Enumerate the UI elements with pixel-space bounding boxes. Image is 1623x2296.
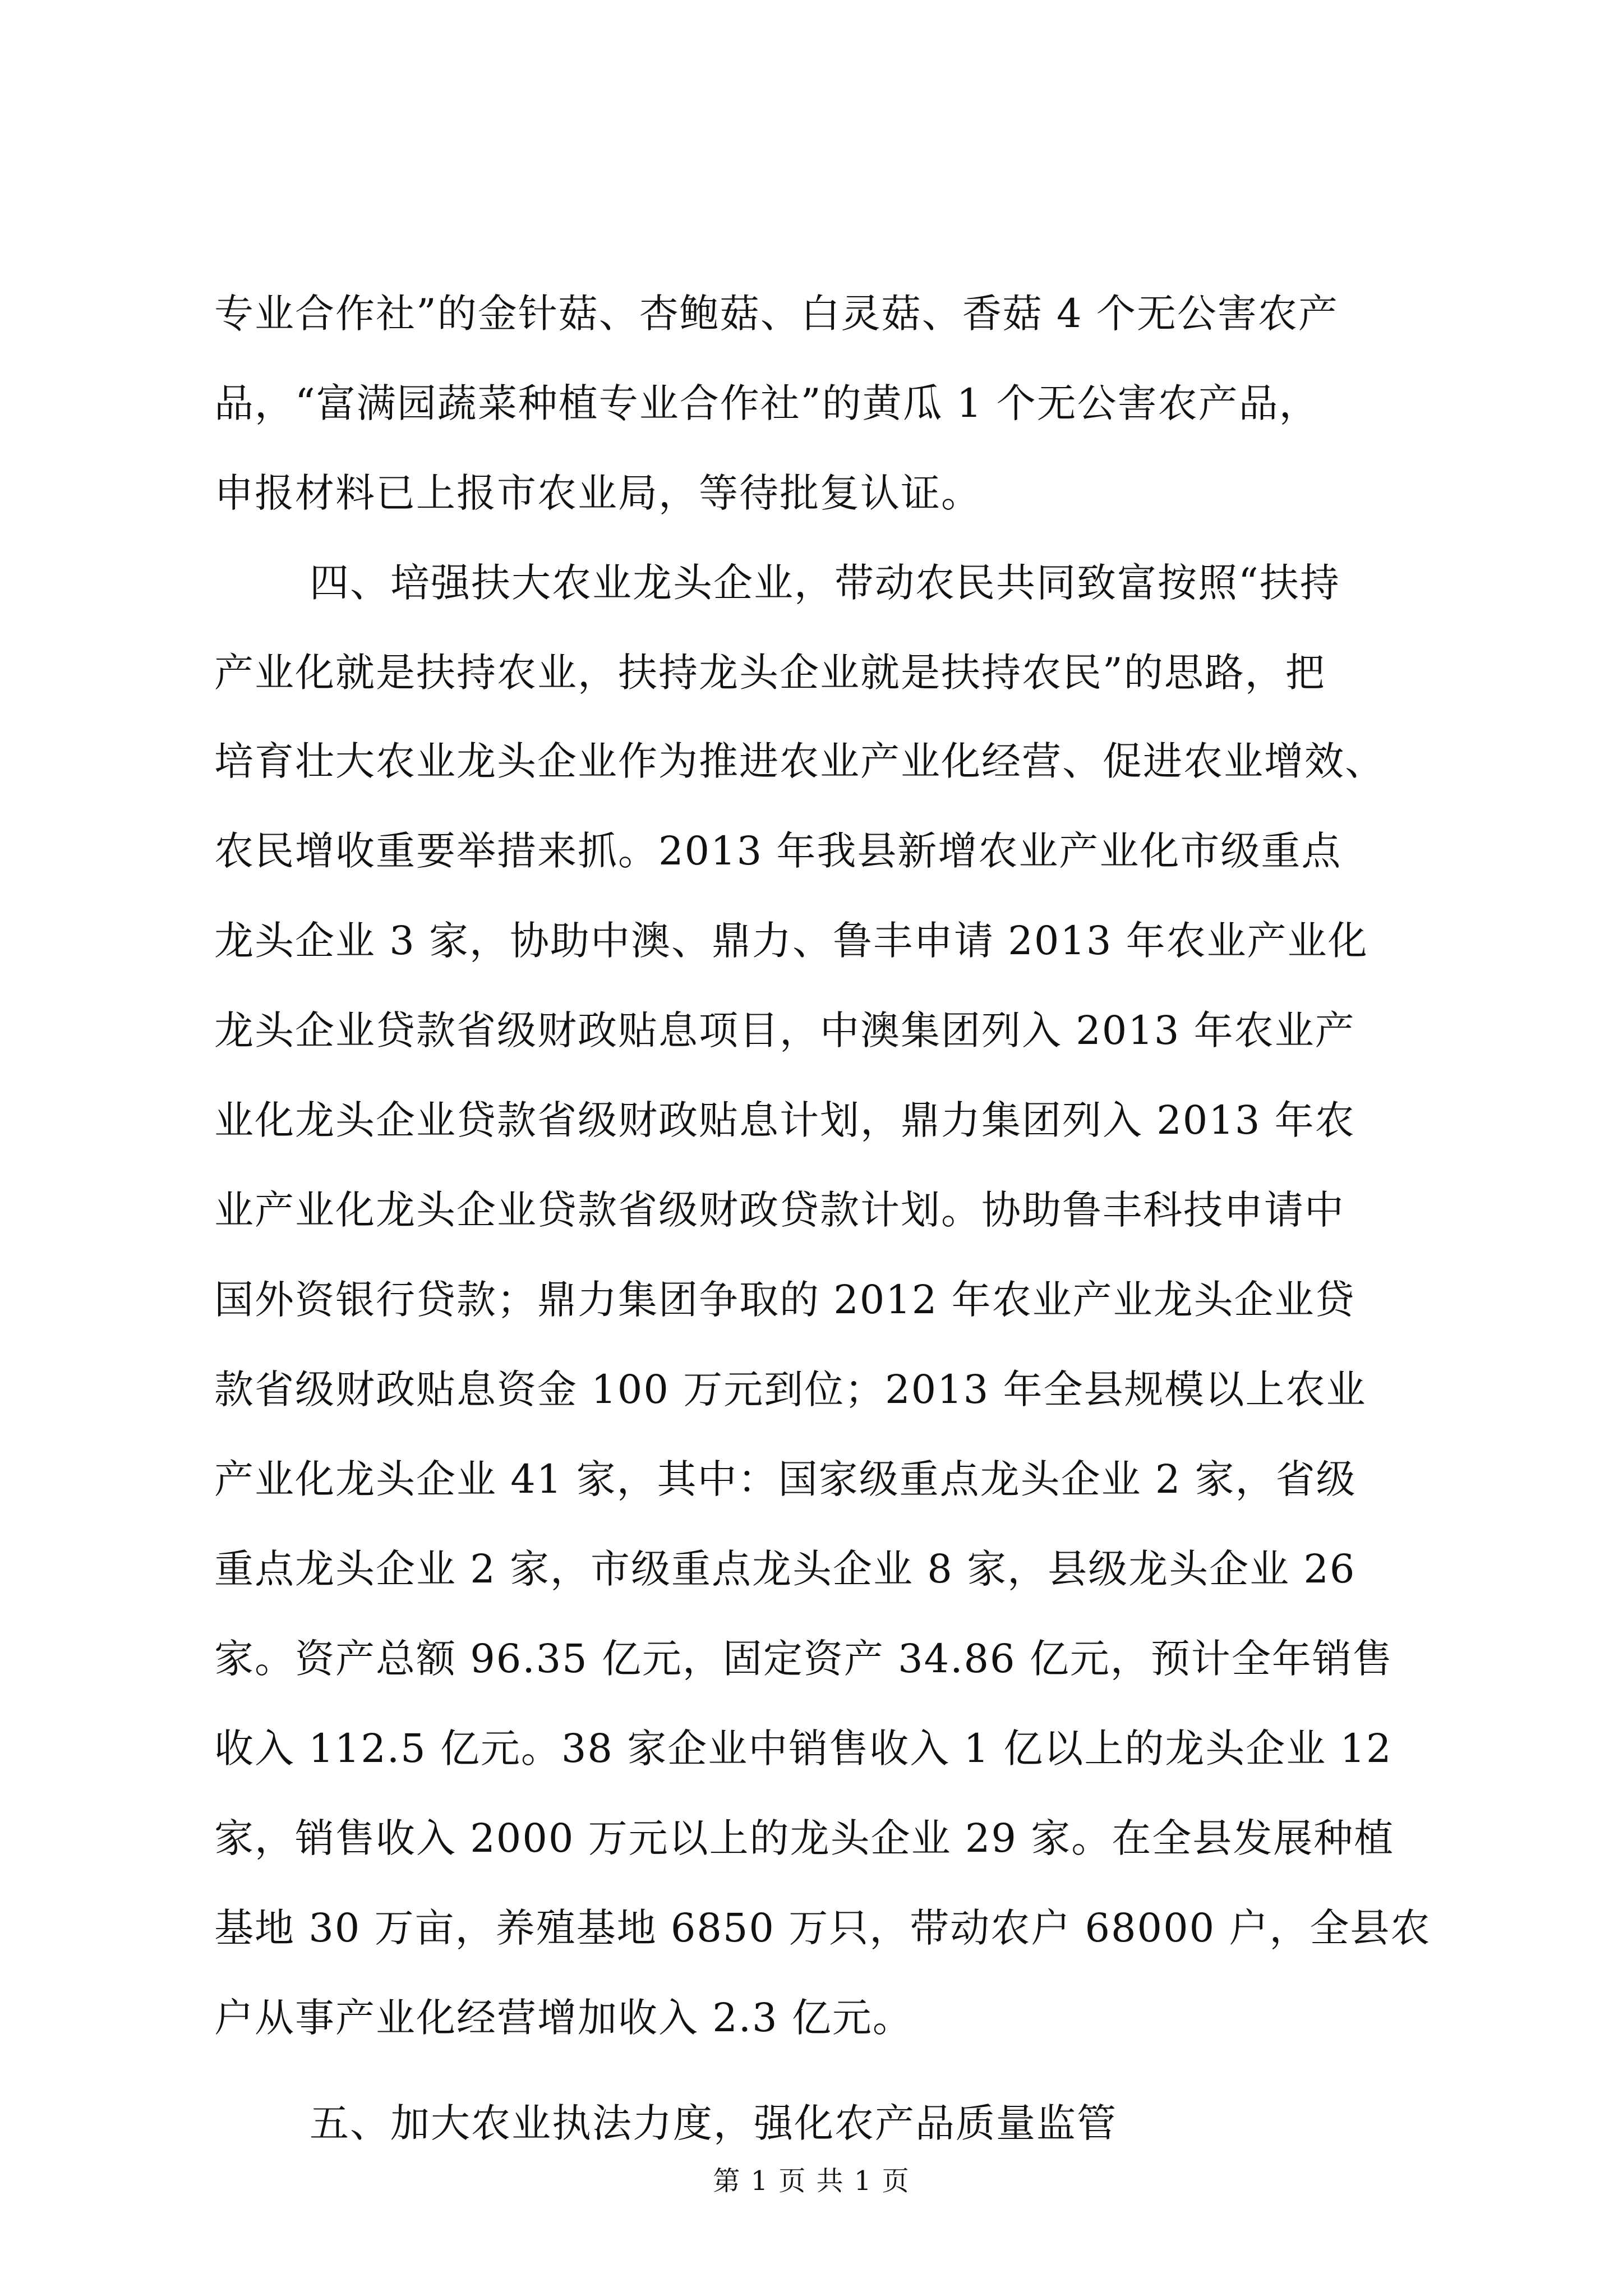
- text-line: 家。资产总额 96.35 亿元，固定资产 34.86 亿元，预计全年销售: [214, 1636, 1393, 1682]
- text-line: 产业化就是扶持农业，扶持龙头企业就是扶持农民”的思路，把: [214, 650, 1326, 696]
- text-line: 农民增收重要举措来抓。2013 年我县新增农业产业化市级重点: [214, 828, 1342, 874]
- text-line: 培育壮大农业龙头企业作为推进农业产业化经营、促进农业增效、: [214, 738, 1385, 784]
- text-line: 产业化龙头企业 41 家，其中：国家级重点龙头企业 2 家，省级: [214, 1456, 1357, 1502]
- text-line: 收入 112.5 亿元。38 家企业中销售收入 1 亿以上的龙头企业 12: [214, 1726, 1393, 1772]
- text-line: 龙头企业贷款省级财政贴息项目，中澳集团列入 2013 年农业产: [214, 1007, 1355, 1053]
- text-line: 重点龙头企业 2 家，市级重点龙头企业 8 家，县级龙头企业 26: [214, 1546, 1356, 1592]
- text-line: 款省级财政贴息资金 100 万元到位；2013 年全县规模以上农业: [214, 1366, 1367, 1412]
- text-line: 基地 30 万亩，养殖基地 6850 万只，带动农户 68000 户，全县农: [214, 1905, 1431, 1951]
- text-line: 户从事产业化经营增加收入 2.3 亿元。: [214, 1995, 913, 2041]
- page-footer: 第 1 页 共 1 页: [713, 2165, 910, 2197]
- text-line: 龙头企业 3 家，协助中澳、鼎力、鲁丰申请 2013 年农业产业化: [214, 918, 1368, 964]
- text-line: 家，销售收入 2000 万元以上的龙头企业 29 家。在全县发展种植: [214, 1815, 1395, 1861]
- text-line: 国外资银行贷款；鼎力集团争取的 2012 年农业产业龙头企业贷: [214, 1277, 1355, 1323]
- text-line: 业产业化龙头企业贷款省级财政贷款计划。协助鲁丰科技申请中: [214, 1187, 1345, 1233]
- text-line: 业化龙头企业贷款省级财政贴息计划，鼎力集团列入 2013 年农: [214, 1097, 1355, 1143]
- section-five-heading-line: 五、加大农业执法力度，强化农产品质量监管: [310, 2100, 1117, 2146]
- text-line: 品，“富满园蔬菜种植专业合作社”的黄瓜 1 个无公害农产品，: [214, 380, 1320, 426]
- section-four-heading-line: 四、培强扶大农业龙头企业，带动农民共同致富按照“扶持: [310, 560, 1340, 606]
- text-line: 专业合作社”的金针菇、杏鲍菇、白灵菇、香菇 4 个无公害农产: [214, 291, 1339, 337]
- text-line: 申报材料已上报市农业局，等待批复认证。: [214, 470, 981, 516]
